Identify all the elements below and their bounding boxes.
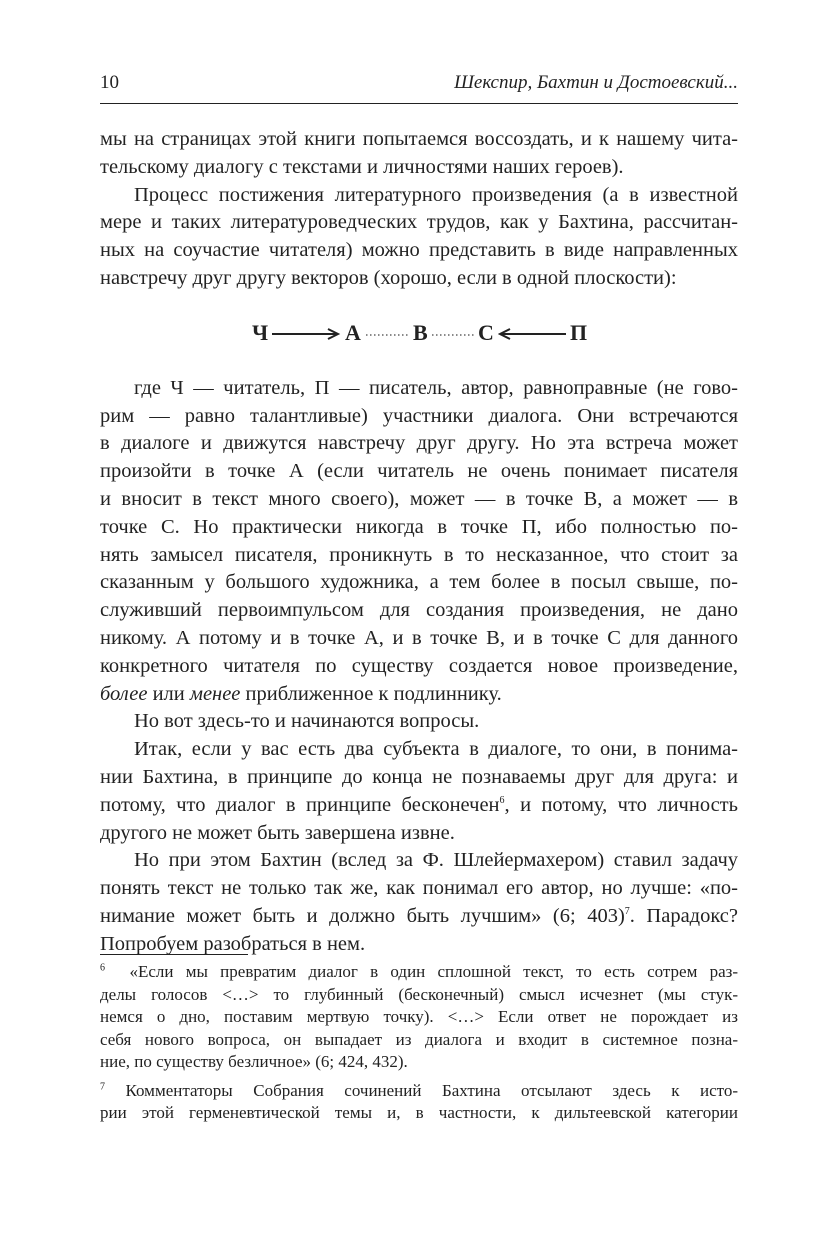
text-line: другого не может быть завершена извне.: [100, 821, 455, 844]
footnote-6-line: ние, по существу безличное» (6; 424, 432).: [100, 1052, 408, 1071]
text-line: сказанным у большого художника, а тем более в посыл свыше, по-: [100, 571, 738, 594]
footnote-rule: [100, 954, 248, 955]
text-line: нии Бахтина, в принципе до конца не познаваемы друг для друга: и: [100, 765, 738, 788]
text-run: «Если мы превратим диалог в один сплошной текст, то есть сотрем раз-: [129, 962, 738, 981]
text-run: нимание может быть и должно быть лучшим» (6; 403): [100, 904, 625, 927]
emphasis-more: более: [100, 682, 148, 705]
text-run: потому, что диалог в принципе бесконечен: [100, 793, 500, 816]
footnotes: [100, 961, 738, 1125]
diagram-label-point-b: В: [413, 319, 428, 345]
text-line: произойти в точке А (если читатель не очень понимает писателя: [100, 460, 738, 483]
text-line: рим — равно талантливые) участники диалога. Они встречаются: [100, 404, 738, 427]
text-line: Но при этом Бахтин (вслед за Ф. Шлейермахером) ставил задачу: [134, 849, 738, 872]
footnote-6-line: делы голосов <…> то глубинный (бесконечный) смысл исчезнет (мы стук-: [100, 984, 738, 1004]
emphasis-less: менее: [189, 682, 241, 705]
text-line: [100, 681, 738, 709]
text-run: . Парадокс?: [629, 904, 738, 927]
footnote-7-line: рии этой герменевтической темы и, в частности, к дильтеевской категории: [100, 1103, 738, 1122]
text-run: , и потому, что личность: [504, 793, 738, 816]
text-line: понять текст не только так же, как понимал его автор, но лучше: «по-: [100, 877, 738, 900]
footnote-6-line: себя нового вопроса, он выпадает из диалога и входит в системное позна-: [100, 1029, 738, 1049]
page-number: 10: [100, 72, 119, 93]
reader-writer-diagram: [100, 307, 738, 363]
footnote-ref-6[interactable]: 6: [499, 794, 505, 806]
text-line: мы на страницах этой книги попытаемся воссоздать, и к нашему чита-: [100, 128, 738, 150]
arrow-right-icon: [272, 328, 342, 340]
diagram-label-writer: П: [570, 319, 588, 345]
dotted-line: [432, 333, 478, 337]
footnote-6-line: [100, 961, 738, 984]
text-line: [100, 792, 738, 820]
text-line: нять замысел писателя, проникнуть в то несказанное, что стоит за: [100, 543, 738, 566]
dotted-line: [366, 333, 412, 337]
diagram-label-reader: Ч: [252, 319, 269, 345]
footnote-number-6: 6: [100, 962, 105, 974]
text-line: тельскому диалогу с текстами и личностями наших героев).: [100, 155, 624, 178]
diagram-label-point-a: А: [345, 319, 361, 345]
footnote-ref-7[interactable]: 7: [624, 906, 630, 918]
text-line: Но вот здесь-то и начинаются вопросы.: [134, 710, 480, 733]
text-run: или: [147, 682, 190, 705]
diagram-label-point-c: С: [478, 319, 494, 345]
text-line: служивший первоимпульсом для создания произведения, не дано: [100, 599, 738, 622]
text-line: конкретного читателя по существу создается новое произведение,: [100, 654, 738, 677]
page-header: [100, 72, 738, 102]
arrow-left-icon: [498, 328, 568, 340]
header-rule: [100, 103, 738, 104]
footnote-7-line: [100, 1080, 738, 1103]
text-run: Комментаторы Собрания сочинений Бахтина отсылают здесь к исто-: [125, 1080, 738, 1100]
text-line: Итак, если у вас есть два субъекта в диалоге, то они, в понима-: [134, 738, 738, 761]
text-line: ных на соучастие читателя) можно представить в виде направленных: [100, 239, 738, 262]
text-line: мере и таких литературоведческих трудов, как у Бахтина, рассчитан-: [100, 211, 738, 234]
text-line: в диалоге и движутся навстречу друг другу. Но эта встреча может: [100, 432, 738, 455]
text-run: приближенное к подлиннику.: [240, 682, 502, 705]
text-line: и вносит в текст много своего), может — в точке В, а может — в: [100, 487, 738, 510]
text-line: Попробуем разобраться в нем.: [100, 932, 366, 955]
running-title: Шекспир, Бахтин и Достоевский...: [454, 72, 738, 93]
text-line: навстречу друг другу векторов (хорошо, если в одной плоскости):: [100, 266, 677, 289]
text-line: где Ч — читатель, П — писатель, автор, равноправные (не гово-: [134, 376, 738, 399]
text-line: [100, 903, 738, 931]
footnote-6-line: немся о дно, поставим мертвую точку). <…> Если ответ не порождает из: [100, 1007, 738, 1026]
text-line: Процесс постижения литературного произведения (а в известной: [134, 183, 738, 206]
main-text: [100, 126, 738, 959]
footnote-number-7: 7: [100, 1080, 105, 1092]
text-line: точке С. Но практически никогда в точке П, ибо полностью по-: [100, 515, 738, 538]
text-line: никому. А потому и в точке А, и в точке В, и в точке С для данного: [100, 626, 738, 649]
